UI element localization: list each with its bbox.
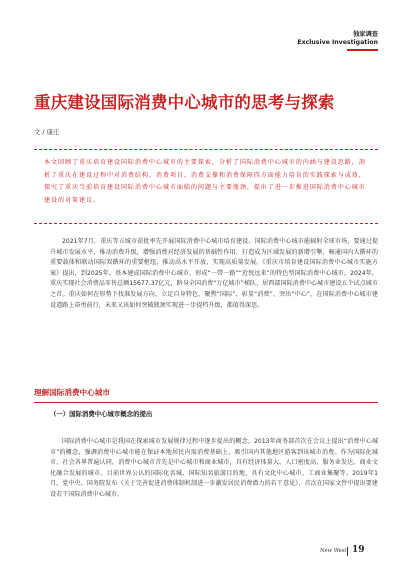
section-heading: 理解国际消费中心城市 [34, 388, 110, 397]
article-author: 文 / 康庄 [34, 128, 60, 136]
abstract-bottom-rule [34, 223, 378, 224]
footer-divider [347, 547, 348, 556]
body-paragraph-2: 国际消费中心城市是我国在探索城市发展规律过程中逐步提出的概念。2013年商务部首次在会议上提出“消费中心城市”的概念，强调消费中心城市能在保证本地居民内需消费基础上，吸引国内其他地区游客到该城市消费。作为国际化城市，社会各界普遍认同，消费中心城市首先是中心城市和商业城市，具有经济体量大、人口密度高、服务业发达、商业文化融合发展的城市。目前世界公认的国际化名城、国际知名旅游目的地，具有文化中心城市、工商业集聚等。2019年1月，党中央、国务院发布《关于完善促进消费体制机制进一步激发居民消费潜力的若干意见》，首次在国家文件中提出要建设若干国际消费中心城市。 [50, 438, 378, 498]
body-paragraph-1: 2021年7月，重庆等五城市获批率先开展国际消费中心城市培育建设。国际消费中心城市能辐射全球市场，要通过提升城市发展水平，推动消费升级，增强消费对经济发展的基础性作用，打造成为区域发展的新增引擎，畅通国内大循环的重要载体和联动国际双循环的重要枢纽，推动高水平开放，实现高质量发展。《重庆市培育建设国际消费中心城市实施方案》提出，到2025年，基本建成国际消费中心城市，形成“一带一路”“近悦远来”的特色型国际消费中心城市。2024年，重庆实现社会消费品零售总额15677.37亿元，跻身全国消费“万亿城市”梯队，居西部国际消费中心城市建设五个试点城市之首。重庆如何在形势下找准发展方向，立足自身特色，聚焦“国际”、彰显“消费”、突出“中心”，在国际消费中心城市建设道路上奋勇前行，未来又该如何突破瓶颈实现进一步提档升级，都值得深思。 [50, 238, 378, 309]
subsection-heading: （一）国际消费中心城市概念的提出 [50, 410, 153, 418]
column-label-zh: 独家调查 [353, 31, 378, 38]
abstract-top-rule [34, 149, 378, 150]
column-label-en: Exclusive Investigation [297, 39, 378, 46]
article-title: 重庆建设国际消费中心城市的思考与探索 [34, 93, 335, 112]
header-accent-rule [347, 49, 378, 51]
page-number: 19 [352, 545, 365, 555]
magazine-name: New West [320, 548, 347, 554]
section-rule [34, 402, 378, 403]
article-abstract: 本文回顾了重庆培育建设国际消费中心城市的主要探索，分析了国际消费中心城市的内涵与建设思路，剖析了重庆在建设过程中对消费结构、消费项目、消费支撑和消费保障四方面能力培育的实践探索与成效，探究了重庆当前培育建设国际消费中心城市面临的问题与主要瓶颈，提出了进一步推进国际消费中心城市建设的对策建议。 [44, 159, 366, 204]
